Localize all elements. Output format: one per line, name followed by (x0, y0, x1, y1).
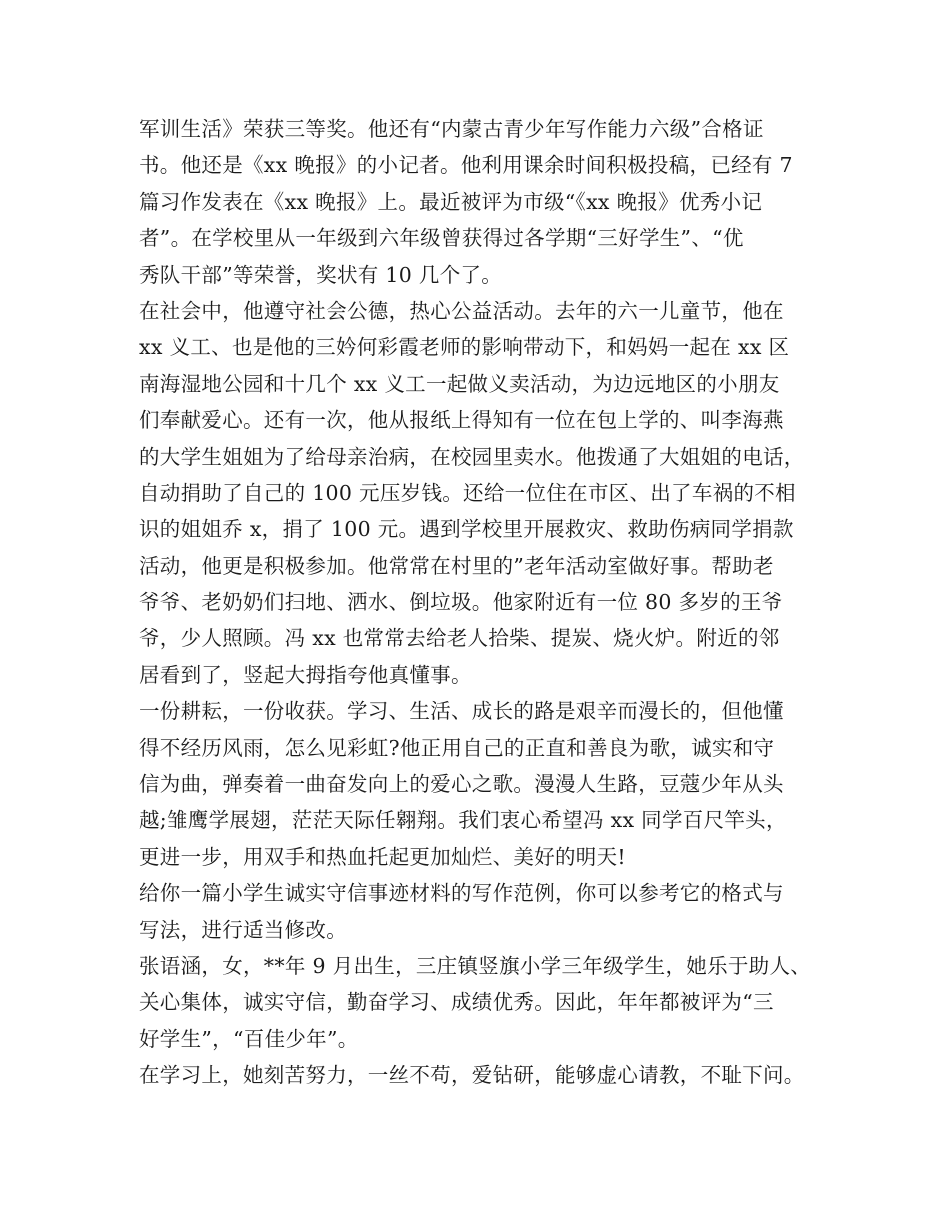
text-line: 军训生活》荣获三等奖。他还有“内蒙古青少年写作能力六级”合格证 (139, 117, 764, 141)
text-line: 活动，他更是积极参加。他常常在村里的”老年活动室做好事。帮助老 (139, 553, 774, 578)
text-line: 识的姐姐乔 x，捐了 100 元。遇到学校里开展救灾、救助伤病同学捐款 (139, 517, 794, 542)
text-line: 者”。在学校里从一年级到六年级曾获得过各学期“三好学生”、“优 (139, 226, 744, 251)
text-line: 信为曲，弹奏着一曲奋发向上的爱心之歌。漫漫人生路，豆蔻少年从头 (139, 772, 784, 797)
text-line: 写法，进行适当修改。 (139, 917, 347, 942)
text-line: 爷，少人照顾。冯 xx 也常常去给老人拾柴、提炭、烧火炉。附近的邻 (139, 626, 780, 651)
text-line: 秀队干部”等荣誉，奖状有 10 几个了。 (139, 262, 503, 287)
text-line: 居看到了，竖起大拇指夸他真懂事。 (139, 662, 472, 687)
text-line: 一份耕耘，一份收获。学习、生活、成长的路是艰辛而漫长的，但他懂 (139, 699, 784, 724)
text-line: 爷爷、老奶奶们扫地、洒水、倒垃圾。他家附近有一位 80 多岁的王爷 (139, 590, 783, 615)
text-line: 给你一篇小学生诚实守信事迹材料的写作范例，你可以参考它的格式与 (139, 881, 784, 906)
text-line: 越;雏鹰学展翅，茫茫天际任翱翔。我们衷心希望冯 xx 同学百尺竿头， (139, 808, 787, 833)
document-body (139, 111, 829, 1094)
text-line: 好学生”，“百佳少年”。 (139, 1026, 359, 1051)
text-line: 得不经历风雨，怎么见彩虹?他正用自己的正直和善良为歌，诚实和守 (139, 735, 775, 760)
text-line: 自动捐助了自己的 100 元压岁钱。还给一位住在市区、出了车祸的不相 (139, 480, 796, 505)
text-line: 的大学生姐姐为了给母亲治病，在校园里卖水。他拨通了大姐姐的电话， (139, 444, 805, 469)
text-line: 张语涵，女，**年 9 月出生，三庄镇竖旗小学三年级学生，她乐于助人、 (139, 953, 812, 978)
text-line: xx 义工、也是他的三妗何彩霞老师的影响带动下，和妈妈一起在 xx 区 (139, 335, 790, 360)
text-line: 书。他还是《xx 晚报》的小记者。他利用课余时间积极投稿，已经有 7 (139, 153, 793, 178)
text-line: 在学习上，她刻苦努力，一丝不苟，爱钻研，能够虚心请教，不耻下问。 (139, 1063, 805, 1088)
text-line: 更进一步，用双手和热血托起更加灿烂、美好的明天! (139, 844, 626, 869)
text-line: 在社会中，他遵守社会公德，热心公益活动。去年的六一儿童节，他在 (139, 298, 784, 323)
text-line: 南海湿地公园和十几个 xx 义工一起做义卖活动，为边远地区的小朋友 (139, 371, 780, 396)
text-line: 篇习作发表在《xx 晚报》上。最近被评为市级“《xx 晚报》优秀小记 (139, 189, 763, 214)
text-line: 关心集体，诚实守信，勤奋学习、成绩优秀。因此，年年都被评为“三 (139, 990, 774, 1015)
text-line: 们奉献爱心。还有一次，他从报纸上得知有一位在包上学的、叫李海燕 (139, 408, 784, 433)
